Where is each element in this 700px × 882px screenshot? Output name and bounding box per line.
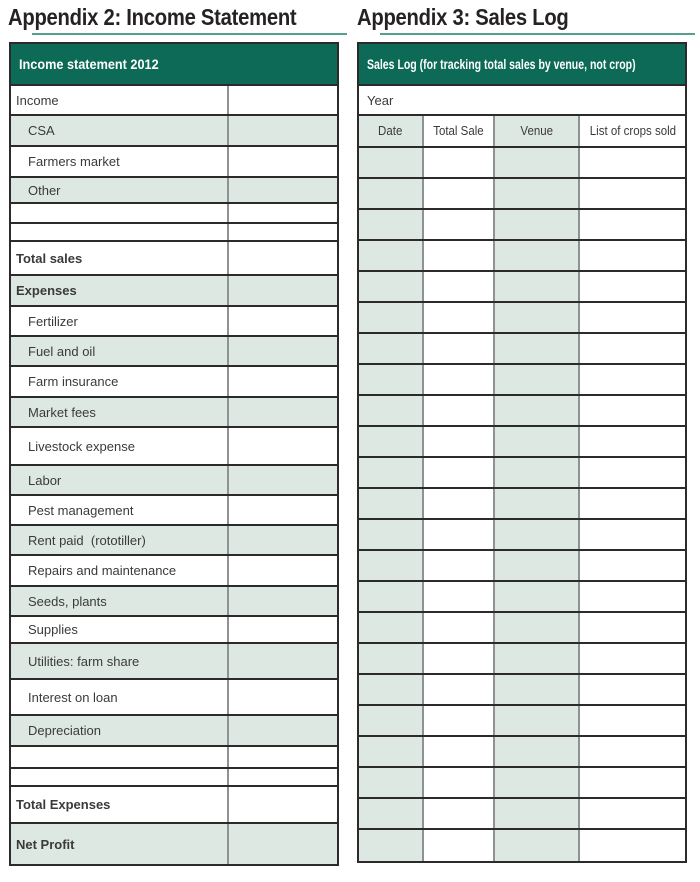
sales-log-cell bbox=[422, 706, 493, 735]
income-row bbox=[11, 769, 337, 787]
income-row bbox=[11, 716, 337, 747]
sales-log-cell bbox=[493, 334, 578, 363]
income-row-value-cell bbox=[227, 747, 337, 767]
sales-log-cell bbox=[422, 768, 493, 797]
sales-log-row bbox=[359, 303, 685, 334]
sales-log-cell bbox=[359, 489, 422, 518]
income-row bbox=[11, 337, 337, 367]
sales-log-row bbox=[359, 737, 685, 768]
sales-column-header-label: Venue bbox=[520, 124, 553, 138]
income-row-label: Repairs and maintenance bbox=[28, 563, 177, 578]
income-row-label: Utilities: farm share bbox=[28, 653, 140, 669]
sales-log-cell bbox=[359, 644, 422, 673]
sales-log-cell bbox=[422, 520, 493, 549]
sales-log-cell bbox=[359, 675, 422, 704]
sales-log-cell bbox=[493, 489, 578, 518]
sales-log-row bbox=[359, 799, 685, 830]
sales-log-row bbox=[359, 396, 685, 427]
sales-log-cell bbox=[422, 210, 493, 239]
sales-log-cell bbox=[493, 675, 578, 704]
sales-log-cell bbox=[359, 458, 422, 487]
appendix3-title bbox=[357, 4, 597, 31]
income-row bbox=[11, 526, 337, 556]
income-row-value-cell bbox=[227, 398, 337, 426]
sales-log-cell bbox=[578, 737, 685, 766]
income-row bbox=[11, 242, 337, 276]
sales-log-row bbox=[359, 675, 685, 706]
sales-log-cell bbox=[493, 210, 578, 239]
income-row-value-cell bbox=[227, 116, 337, 145]
sales-log-cell bbox=[359, 520, 422, 549]
income-row bbox=[11, 747, 337, 769]
income-row-label: Supplies bbox=[28, 622, 78, 637]
sales-log-cell bbox=[578, 303, 685, 332]
income-row-value-cell bbox=[227, 769, 337, 785]
sales-log-cell bbox=[578, 799, 685, 828]
sales-log-cell bbox=[422, 644, 493, 673]
income-row-value-cell bbox=[227, 337, 337, 365]
income-table-header-bar bbox=[11, 44, 337, 86]
income-row-label: Total sales bbox=[16, 250, 83, 266]
income-row-value-cell bbox=[227, 644, 337, 678]
sales-log-cell bbox=[578, 830, 685, 861]
sales-log-cell bbox=[359, 179, 422, 208]
sales-log-row bbox=[359, 334, 685, 365]
appendix2-title bbox=[8, 4, 336, 31]
income-row-label: Total Expenses bbox=[16, 797, 111, 812]
sales-log-row bbox=[359, 427, 685, 458]
income-row-label: Other bbox=[28, 182, 61, 198]
sales-log-cell bbox=[578, 551, 685, 580]
income-row bbox=[11, 466, 337, 496]
income-row-label: Depreciation bbox=[28, 723, 101, 738]
sales-log-cell bbox=[578, 706, 685, 735]
sales-log-cell bbox=[493, 148, 578, 177]
sales-log-cell bbox=[422, 334, 493, 363]
income-row-value-cell bbox=[227, 224, 337, 240]
sales-log-row bbox=[359, 148, 685, 179]
income-row bbox=[11, 398, 337, 428]
income-row bbox=[11, 787, 337, 824]
sales-column-header bbox=[578, 116, 685, 146]
income-row bbox=[11, 204, 337, 224]
year-row bbox=[359, 86, 685, 116]
income-row-label: Market fees bbox=[28, 404, 96, 420]
sales-log-cell bbox=[422, 489, 493, 518]
sales-log-cell bbox=[493, 768, 578, 797]
sales-log-row bbox=[359, 241, 685, 272]
sales-log-header-label: Sales Log (for tracking total sales by venue, not crop) bbox=[367, 56, 636, 72]
sales-log-cell bbox=[578, 334, 685, 363]
income-row-value-cell bbox=[227, 526, 337, 554]
sales-log-cell bbox=[359, 799, 422, 828]
sales-log-cell bbox=[422, 241, 493, 270]
sales-log-rows bbox=[359, 148, 685, 861]
income-row bbox=[11, 224, 337, 242]
sales-log-cell bbox=[578, 675, 685, 704]
income-row-label: Labor bbox=[28, 472, 62, 488]
sales-log-cell bbox=[359, 613, 422, 642]
sales-log-cell bbox=[493, 644, 578, 673]
sales-log-cell bbox=[359, 334, 422, 363]
sales-log-cell bbox=[359, 582, 422, 611]
sales-log-cell bbox=[493, 365, 578, 394]
sales-log-cell bbox=[578, 396, 685, 425]
sales-column-header bbox=[422, 116, 493, 146]
sales-log-cell bbox=[359, 706, 422, 735]
sales-log-row bbox=[359, 365, 685, 396]
sales-log-cell bbox=[578, 365, 685, 394]
sales-log-cell bbox=[359, 427, 422, 456]
income-row-value-cell bbox=[227, 466, 337, 494]
sales-log-cell bbox=[578, 148, 685, 177]
sales-log-cell bbox=[493, 706, 578, 735]
sales-log-column-headers bbox=[359, 116, 685, 148]
sales-log-row bbox=[359, 272, 685, 303]
income-row-value-cell bbox=[227, 204, 337, 222]
income-row-value-cell bbox=[227, 617, 337, 642]
sales-log-cell bbox=[422, 613, 493, 642]
income-row bbox=[11, 116, 337, 147]
income-row-value-cell bbox=[227, 367, 337, 396]
income-row-value-cell bbox=[227, 276, 337, 305]
income-row-label: Income bbox=[16, 92, 59, 108]
sales-log-cell bbox=[422, 179, 493, 208]
sales-log-cell bbox=[578, 489, 685, 518]
income-row bbox=[11, 680, 337, 716]
sales-log-cell bbox=[493, 458, 578, 487]
income-row-label bbox=[11, 769, 227, 785]
sales-column-header bbox=[359, 116, 422, 146]
sales-log-cell bbox=[493, 613, 578, 642]
sales-log-cell bbox=[493, 396, 578, 425]
income-row bbox=[11, 86, 337, 116]
sales-log-cell bbox=[578, 644, 685, 673]
income-row-value-cell bbox=[227, 556, 337, 585]
income-table-header-label: Income statement 2012 bbox=[19, 56, 159, 72]
sales-log-row bbox=[359, 644, 685, 675]
sales-log-cell bbox=[359, 272, 422, 301]
sales-log-cell bbox=[578, 613, 685, 642]
income-row bbox=[11, 644, 337, 680]
sales-log-cell bbox=[493, 830, 578, 861]
income-row-label: Livestock expense bbox=[28, 438, 135, 454]
sales-log-cell bbox=[359, 241, 422, 270]
income-row bbox=[11, 307, 337, 337]
sales-log-cell bbox=[422, 458, 493, 487]
appendix2-title-text: Appendix 2: Income Statement bbox=[8, 4, 297, 30]
income-row-value-cell bbox=[227, 147, 337, 176]
income-row-value-cell bbox=[227, 496, 337, 524]
income-row bbox=[11, 556, 337, 587]
income-row-label bbox=[11, 204, 227, 222]
sales-log-cell bbox=[493, 799, 578, 828]
sales-log-cell bbox=[422, 675, 493, 704]
income-row bbox=[11, 824, 337, 864]
sales-log-cell bbox=[359, 768, 422, 797]
income-row-label: Farmers market bbox=[28, 154, 120, 169]
income-statement-table bbox=[9, 42, 339, 866]
income-row-label: Fertilizer bbox=[28, 313, 78, 329]
sales-column-header-label: Date bbox=[378, 124, 403, 138]
sales-log-cell bbox=[422, 272, 493, 301]
income-row-label: Interest on loan bbox=[28, 689, 118, 705]
income-row bbox=[11, 428, 337, 466]
sales-log-cell bbox=[578, 272, 685, 301]
sales-log-cell bbox=[422, 737, 493, 766]
sales-log-row bbox=[359, 179, 685, 210]
sales-log-row bbox=[359, 582, 685, 613]
income-row bbox=[11, 178, 337, 204]
year-label: Year bbox=[367, 92, 394, 108]
sales-log-cell bbox=[359, 737, 422, 766]
sales-log-cell bbox=[578, 768, 685, 797]
sales-log-cell bbox=[359, 148, 422, 177]
income-row-label bbox=[11, 224, 227, 240]
sales-column-header-label: Total Sale bbox=[433, 124, 484, 138]
sales-log-row bbox=[359, 520, 685, 551]
sales-log-cell bbox=[422, 148, 493, 177]
sales-log-cell bbox=[493, 272, 578, 301]
appendix3-title-text: Appendix 3: Sales Log bbox=[357, 4, 569, 30]
sales-log-cell bbox=[359, 830, 422, 861]
sales-log-cell bbox=[422, 303, 493, 332]
sales-log-row bbox=[359, 458, 685, 489]
income-row bbox=[11, 496, 337, 526]
sales-column-header-label: List of crops sold bbox=[589, 124, 676, 138]
sales-log-cell bbox=[422, 799, 493, 828]
sales-log-cell bbox=[493, 241, 578, 270]
income-row-value-cell bbox=[227, 86, 337, 114]
income-row-label: Seeds, plants bbox=[28, 593, 107, 609]
income-row-label: Net Profit bbox=[16, 836, 75, 852]
sales-log-cell bbox=[493, 303, 578, 332]
sales-log-cell bbox=[493, 582, 578, 611]
sales-log-cell bbox=[493, 737, 578, 766]
income-row bbox=[11, 617, 337, 644]
income-row bbox=[11, 276, 337, 307]
income-row-label: Farm insurance bbox=[28, 374, 119, 389]
income-row-value-cell bbox=[227, 716, 337, 745]
sales-log-cell bbox=[359, 551, 422, 580]
sales-log-cell bbox=[578, 427, 685, 456]
sales-log-table bbox=[357, 42, 687, 863]
income-row-label: Pest management bbox=[28, 502, 134, 518]
sales-log-cell bbox=[422, 830, 493, 861]
income-row-label bbox=[11, 747, 227, 767]
sales-log-cell bbox=[422, 396, 493, 425]
sales-log-row bbox=[359, 830, 685, 861]
income-row-value-cell bbox=[227, 787, 337, 822]
sales-log-cell bbox=[359, 210, 422, 239]
sales-log-row bbox=[359, 551, 685, 582]
sales-log-cell bbox=[578, 520, 685, 549]
income-row bbox=[11, 147, 337, 178]
sales-log-cell bbox=[493, 427, 578, 456]
income-row bbox=[11, 367, 337, 398]
sales-column-header bbox=[493, 116, 578, 146]
income-row-value-cell bbox=[227, 680, 337, 714]
title-underline-left bbox=[32, 33, 347, 35]
income-row-value-cell bbox=[227, 307, 337, 335]
income-row-value-cell bbox=[227, 824, 337, 864]
income-table-rows bbox=[11, 86, 337, 864]
sales-log-cell bbox=[578, 179, 685, 208]
income-row-label: Fuel and oil bbox=[28, 343, 96, 359]
sales-log-row bbox=[359, 768, 685, 799]
income-row-label: Rent paid (rototiller) bbox=[28, 532, 146, 548]
title-underline-right bbox=[380, 33, 695, 35]
sales-log-cell bbox=[493, 551, 578, 580]
sales-log-cell bbox=[578, 458, 685, 487]
sales-log-row bbox=[359, 210, 685, 241]
sales-log-cell bbox=[493, 179, 578, 208]
sales-log-cell bbox=[578, 582, 685, 611]
sales-log-row bbox=[359, 489, 685, 520]
sales-log-cell bbox=[422, 365, 493, 394]
sales-log-cell bbox=[578, 210, 685, 239]
income-row-label: Expenses bbox=[16, 283, 77, 298]
sales-log-cell bbox=[422, 427, 493, 456]
sales-log-cell bbox=[359, 396, 422, 425]
sales-log-cell bbox=[359, 303, 422, 332]
income-row-value-cell bbox=[227, 178, 337, 202]
sales-log-cell bbox=[359, 365, 422, 394]
income-row-value-cell bbox=[227, 428, 337, 464]
sales-log-row bbox=[359, 706, 685, 737]
sales-log-cell bbox=[422, 551, 493, 580]
sales-log-row bbox=[359, 613, 685, 644]
sales-log-cell bbox=[578, 241, 685, 270]
income-row-value-cell bbox=[227, 242, 337, 274]
income-row bbox=[11, 587, 337, 617]
income-row-value-cell bbox=[227, 587, 337, 615]
sales-log-cell bbox=[422, 582, 493, 611]
sales-log-header-bar bbox=[359, 44, 685, 86]
sales-log-cell bbox=[493, 520, 578, 549]
income-row-label: CSA bbox=[28, 123, 55, 138]
